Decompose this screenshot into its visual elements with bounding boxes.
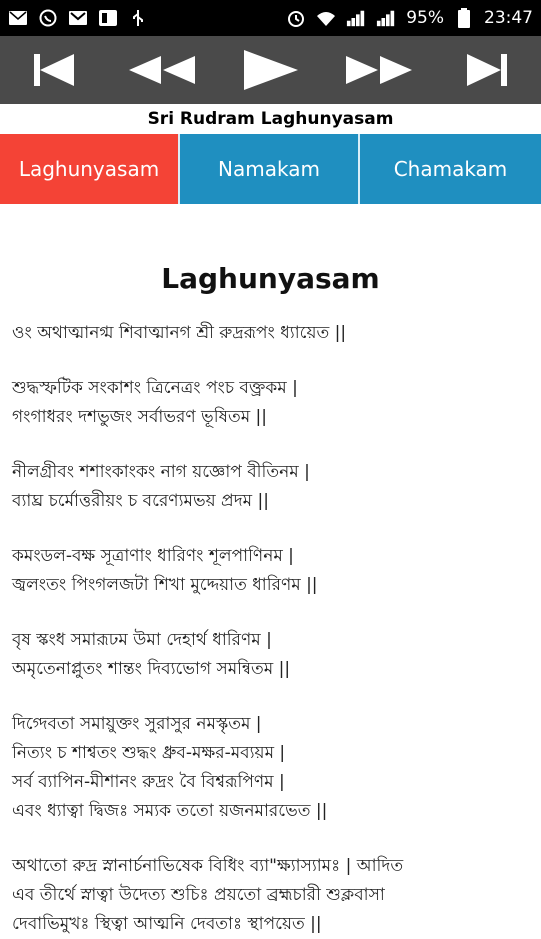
- signal-sim1-icon: [346, 9, 366, 27]
- playback-controls: [0, 36, 541, 104]
- verse-line: নীলগ্রীবং শশাংকাংকং নাগ য়জ্ঞোপ বীতিনম |: [12, 462, 310, 482]
- verse-line: দেবাভিমুখঃ স্থিত্বা আত্মনি দেবতাঃ স্থাপয়েত ||: [12, 914, 322, 934]
- verse-line: শুদ্ধস্ফটিক সংকাশং ত্রিনেত্রং পংচ বক্ত্রকম |: [12, 378, 298, 398]
- skip-next-button[interactable]: [452, 45, 522, 95]
- battery-percent: 95%: [406, 8, 444, 28]
- verse-line: এব তীর্থে স্নাত্বা উদেত্য শুচিঃ প্রয়তো ব্রহ্মচারী শুক্লবাসা: [12, 885, 385, 905]
- signal-sim2-icon: [376, 9, 396, 27]
- skip-previous-icon: [30, 52, 78, 88]
- status-bar: [0, 0, 541, 36]
- section-heading: Laghunyasam: [161, 262, 380, 295]
- rewind-icon: [127, 54, 197, 86]
- verse-line: বৃষ স্কংধ সমারূঢম উমা দেহার্থ ধারিণম |: [12, 630, 272, 650]
- exchange-icon: [98, 9, 118, 27]
- skip-previous-button[interactable]: [19, 45, 89, 95]
- rewind-button[interactable]: [127, 45, 197, 95]
- tab-laghunyasam[interactable]: Laghunyasam: [0, 134, 180, 204]
- verse-line: গংগাধরং দশভুজং সর্বাভরণ ভূষিতম ||: [12, 407, 267, 427]
- usb-icon: [128, 9, 148, 27]
- fast-forward-icon: [344, 54, 414, 86]
- play-icon: [240, 48, 300, 92]
- clock: 23:47: [484, 8, 533, 28]
- alarm-icon: [286, 9, 306, 27]
- tab-bar: [0, 134, 541, 204]
- verse-line: অমৃতেনাপ্লুতং শান্তং দিব্যভোগ সমন্বিতম ||: [12, 659, 291, 679]
- verse: [12, 542, 529, 600]
- verse-line: দিগ্দেবতা সমায়ুক্তং সুরাসুর নমস্কৃতম |: [12, 714, 262, 734]
- verse: [12, 374, 529, 432]
- verse-line: সর্ব ব্যাপিন-মীশানং রুদ্রং বৈ বিশ্বরূপিণম |: [12, 772, 285, 792]
- wifi-icon: [316, 9, 336, 27]
- status-notifications: [8, 9, 148, 27]
- skip-next-icon: [463, 52, 511, 88]
- play-button[interactable]: [235, 45, 305, 95]
- verse-line: ব্যাঘ্র চর্মোত্তরীয়ং চ বরেণ্যমভয় প্রদম ||: [12, 491, 269, 511]
- verse-line: ওং অথাত্মানগ্ম শিবাত্মানগ শ্রী রুদ্ররূপং ধ্যায়েত ||: [12, 323, 347, 343]
- verse-line: অথাতো রুদ্র স্নানার্চনাভিষেক বিধিং ব্যা"ক্ষ্যাস্যামঃ | আদিত: [12, 856, 404, 876]
- whatsapp-icon: [38, 9, 58, 27]
- battery-icon: [454, 9, 474, 27]
- message-icon: [8, 9, 28, 27]
- status-system: [286, 8, 533, 28]
- verse-line: নিত্যং চ শাশ্বতং শুদ্ধং ধ্রুব-মক্ষর-মব্যয়ম |: [12, 743, 286, 763]
- verse: [12, 852, 529, 939]
- verse: [12, 458, 529, 516]
- tab-namakam[interactable]: Namakam: [180, 134, 360, 204]
- verse: [12, 626, 529, 684]
- verse-line: কমংডল-বক্ষ সূত্রাণাং ধারিণং শূলপাণিনম |: [12, 546, 294, 566]
- verse-line: এবং ধ্যাত্বা দ্বিজঃ সম্যক ততো য়জনমারভেত ||: [12, 801, 328, 821]
- fast-forward-button[interactable]: [344, 45, 414, 95]
- gmail-icon: [68, 9, 88, 27]
- verse: [12, 319, 529, 348]
- verse-line: জ্বলংতং পিংগলজটা শিখা মুদ্দেয়াত ধারিণম ||: [12, 575, 318, 595]
- tab-chamakam[interactable]: Chamakam: [360, 134, 541, 204]
- verse: [12, 710, 529, 826]
- content-scroll[interactable]: [0, 262, 541, 939]
- page-title: Sri Rudram Laghunyasam: [147, 109, 394, 129]
